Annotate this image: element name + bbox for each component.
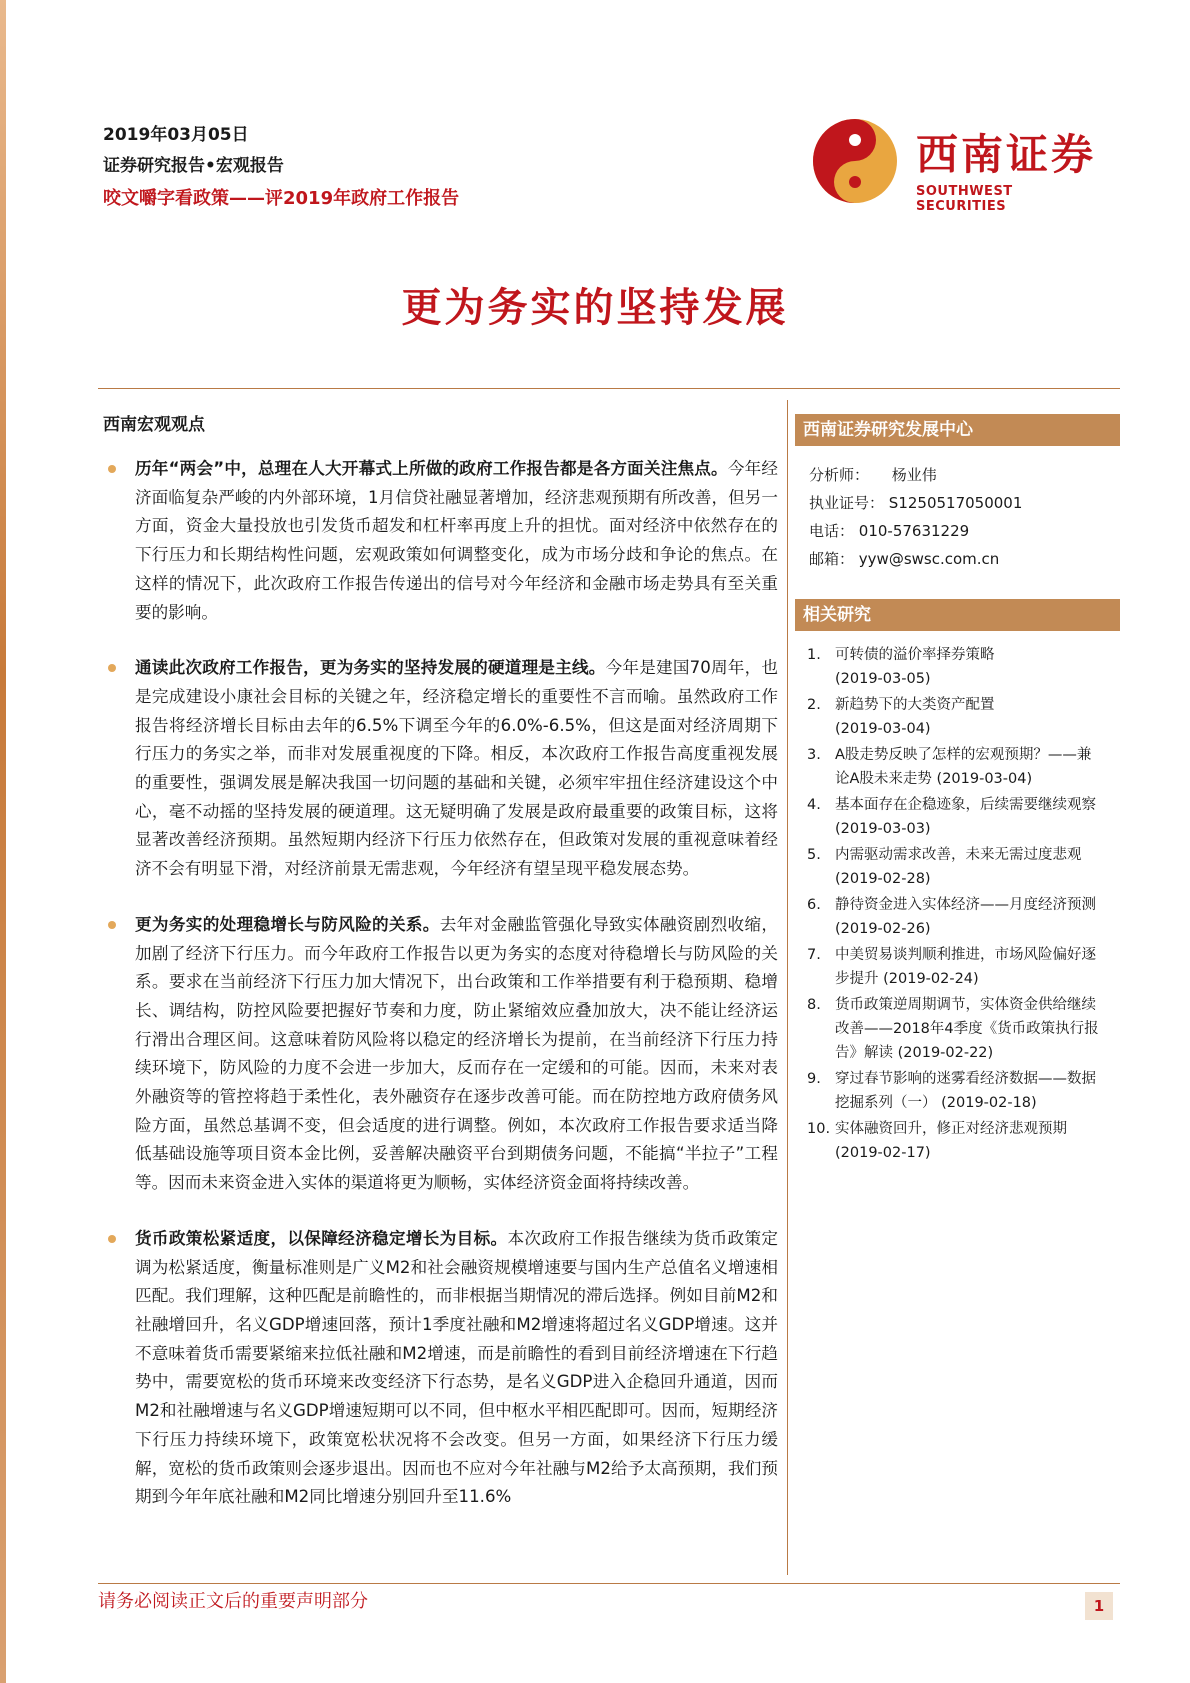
page-title: 更为务实的坚持发展 (401, 284, 789, 331)
related-item[interactable] (795, 943, 1120, 991)
related-item-title: 内需驱动需求改善，未来无需过度悲观 (835, 847, 1082, 863)
bullet-paragraph (135, 455, 778, 627)
related-item-title: 基本面存在企稳迹象，后续需要继续观察 (835, 797, 1096, 813)
top-divider (98, 388, 1120, 389)
analyst-name-label: 分析师： (809, 466, 870, 484)
analyst-license-row (809, 489, 1120, 517)
main-content (98, 400, 778, 1512)
bullet-body: 今年是建国70周年，也是完成建设小康社会目标的关键之年，经济稳定增长的重要性不言而喻。虽然政府工作报告将经济增长目标由去年的6.5%下调至今年的6.0%-6.5%，但这是面对经济周期下行压力的务实之举，而非对发展重视度的下降。相反，本次政府工作报告高度重视发展的重要性，强调发展是解决我国一切问题的基础和关键，必须牢牢扭住经济建设这个中心，毫不动摇的坚持发展的硬道理。这无疑明确了发展是政府最重要的政策目标，这将显著改善经济预期。虽然短期内经济下行压力依然存在，但政策对发展的重视意味着经济不会有明显下滑，对经济前景无需悲观，今年经济有望呈现平稳发展态势。 (135, 658, 778, 879)
analyst-email-link[interactable]: yyw@swsc.com.cn (858, 550, 1000, 568)
related-item-number: 4. (807, 797, 821, 813)
related-item-date: (2019-03-05) (835, 671, 931, 687)
bullet-dot-icon (108, 465, 116, 473)
analyst-license: S1250517050001 (888, 494, 1023, 512)
related-item-date: (2019-03-03) (835, 821, 931, 837)
bullet-lead: 更为务实的处理稳增长与防风险的关系。 (135, 914, 440, 934)
page-left-accent-bar (0, 0, 6, 1683)
related-item-number: 2. (807, 697, 821, 713)
related-item[interactable] (795, 793, 1120, 841)
logo-emblem-icon (812, 118, 898, 204)
bullet-item (98, 1225, 778, 1512)
analyst-license-label: 执业证号： (809, 494, 885, 512)
related-item-date: (2019-02-28) (835, 871, 931, 887)
related-item-title: 新趋势下的大类资产配置 (835, 697, 995, 713)
bullet-paragraph (135, 1225, 778, 1512)
related-item-date: (2019-03-04) (835, 721, 931, 737)
analyst-email-label: 邮箱： (809, 550, 855, 568)
analyst-info (795, 446, 1120, 573)
related-item-date: (2019-02-22) (897, 1045, 994, 1061)
related-research-header: 相关研究 (795, 599, 1120, 631)
analyst-phone-label: 电话： (809, 522, 855, 540)
related-item-date: (2019-02-17) (835, 1145, 931, 1161)
report-date: 2019年03月05日 (103, 125, 249, 145)
related-item-title: 静待资金进入实体经济——月度经济预测 (835, 897, 1096, 913)
related-item[interactable] (795, 1117, 1120, 1165)
related-item-title: 中美贸易谈判顺利推进，市场风险偏好逐步提升 (835, 947, 1096, 987)
related-item-number: 8. (807, 997, 821, 1013)
bullet-lead: 通读此次政府工作报告，更为务实的坚持发展的硬道理是主线。 (135, 658, 606, 678)
analyst-phone: 010-57631229 (858, 522, 970, 540)
related-item[interactable] (795, 1067, 1120, 1115)
bullet-paragraph (135, 911, 778, 1198)
related-item[interactable] (795, 643, 1120, 691)
related-item[interactable] (795, 693, 1120, 741)
related-item-number: 9. (807, 1071, 821, 1087)
related-item-number: 6. (807, 897, 821, 913)
related-item-date: (2019-02-18) (941, 1095, 1037, 1111)
bullet-lead: 历年“两会”中，总理在人大开幕式上所做的政府工作报告都是各方面关注焦点。 (135, 459, 728, 478)
related-item-title: 穿过春节影响的迷雾看经济数据——数据挖掘系列（一） (835, 1071, 1096, 1111)
analyst-phone-row (809, 517, 1120, 545)
bullet-item (98, 911, 778, 1198)
related-item[interactable] (795, 843, 1120, 891)
logo-english-name: SOUTHWEST SECURITIES (916, 184, 1013, 214)
bullet-lead: 货币政策松紧适度，以保障经济稳定增长为目标。 (135, 1228, 508, 1248)
logo-chinese-name: 西南证券 (916, 130, 1097, 179)
bullet-dot-icon (108, 664, 116, 672)
related-item[interactable] (795, 993, 1120, 1065)
related-item-number: 1. (807, 647, 821, 663)
related-item-date: (2019-03-04) (936, 771, 1033, 787)
related-research (795, 599, 1120, 1165)
section-label: 西南宏观观点 (103, 415, 205, 435)
related-item-title: 实体融资回升，修正对经济悲观预期 (835, 1121, 1067, 1137)
bullet-dot-icon (108, 921, 116, 929)
related-item[interactable] (795, 893, 1120, 941)
analyst-name: 杨业伟 (891, 466, 937, 484)
related-item-date: (2019-02-24) (883, 971, 979, 987)
related-item-number: 5. (807, 847, 821, 863)
bullet-item (98, 654, 778, 884)
related-item[interactable] (795, 743, 1120, 791)
related-item-title: 可转债的溢价率择券策略 (835, 647, 995, 663)
research-center-header: 西南证券研究发展中心 (795, 414, 1120, 446)
related-item-number: 10. (807, 1121, 831, 1137)
related-item-number: 3. (807, 747, 821, 763)
analyst-email-row (809, 545, 1120, 573)
sidebar (795, 414, 1120, 1167)
related-research-list (795, 643, 1120, 1165)
bullet-item (98, 455, 778, 627)
analyst-name-row (809, 461, 1120, 489)
footer-disclaimer: 请务必阅读正文后的重要声明部分 (98, 1591, 368, 1612)
related-item-date: (2019-02-26) (835, 921, 931, 937)
report-subtitle: 咬文嚼字看政策——评2019年政府工作报告 (103, 188, 460, 209)
bullet-body: 今年经济面临复杂严峻的内外部环境，1月信贷社融显著增加，经济悲观预期有所改善，但另一方面，资金大量投放也引发货币超发和杠杆率再度上升的担忧。面对经济中依然存在的下行压力和长期结构性问题，宏观政策如何调整变化，成为市场分歧和争论的焦点。在这样的情况下，此次政府工作报告传递出的信号对今年经济和金融市场走势具有至关重要的影响。 (135, 459, 779, 622)
page-number: 1 (1085, 1592, 1113, 1620)
report-type: 证券研究报告•宏观报告 (103, 156, 284, 176)
bullet-body: 本次政府工作报告继续为货币政策定调为松紧适度，衡量标准则是广义M2和社会融资规模增速要与国内生产总值名义增速相匹配。我们理解，这种匹配是前瞻性的，而非根据当期情况的滞后选择。例如目前M2和社融增回升，名义GDP增速回落，预计1季度社融和M2增速将超过名义GDP增速。这并不意味着货币需要紧缩来拉低社融和M2增速，而是前瞻性的看到目前经济增速在下行趋势中，需要宽松的货币环境来改变经济下行态势，是名义GDP进入企稳回升通道，因而M2和社融增速与名义GDP增速短期可以不同，但中枢水平相匹配即可。因而，短期经济下行压力持续环境下，政策宽松状况将不会改变。但另一方面，如果经济下行压力缓解，宽松的货币政策则会逐步退出。因而也不应对今年社融与M2给予太高预期，我们预期到今年年底社融和M2同比增速分别回升至11.6% (135, 1228, 779, 1507)
column-divider (787, 400, 788, 1575)
related-item-title: 货币政策逆周期调节，实体资金供给继续改善——2018年4季度《货币政策执行报告》解读 (835, 997, 1099, 1061)
company-logo (812, 118, 1102, 214)
bullet-body: 去年对金融监管强化导致实体融资剧烈收缩，加剧了经济下行压力。而今年政府工作报告以更为务实的态度对待稳增长与防风险的关系。要求在当前经济下行压力加大情况下，出台政策和工作举措要有利于稳预期、稳增长、调结构，防控风险要把握好节奏和力度，防止紧缩效应叠加放大，决不能让经济运行滑出合理区间。这意味着防风险将以稳定的经济增长为提前，在当前经济下行压力持续环境下，防风险的力度不会进一步加大，反而存在一定缓和的可能。因而，未来对表外融资等的管控将趋于柔性化，表外融资存在逐步改善可能。而在防控地方政府债务风险方面，虽然总基调不变，但会适度的进行调整。例如，本次政府工作报告要求适当降低基础设施等项目资本金比例，妥善解决融资平台到期债务问题，不能搞“半拉子”工程等。因而未来资金进入实体的渠道将更为顺畅，实体经济资金面将持续改善。 (135, 914, 779, 1193)
related-item-number: 7. (807, 947, 821, 963)
related-item-title: A股走势反映了怎样的宏观预期？——兼论A股未来走势 (835, 747, 1092, 787)
bullet-dot-icon (108, 1235, 116, 1243)
footer-divider (98, 1583, 1120, 1584)
bullet-paragraph (135, 654, 778, 884)
